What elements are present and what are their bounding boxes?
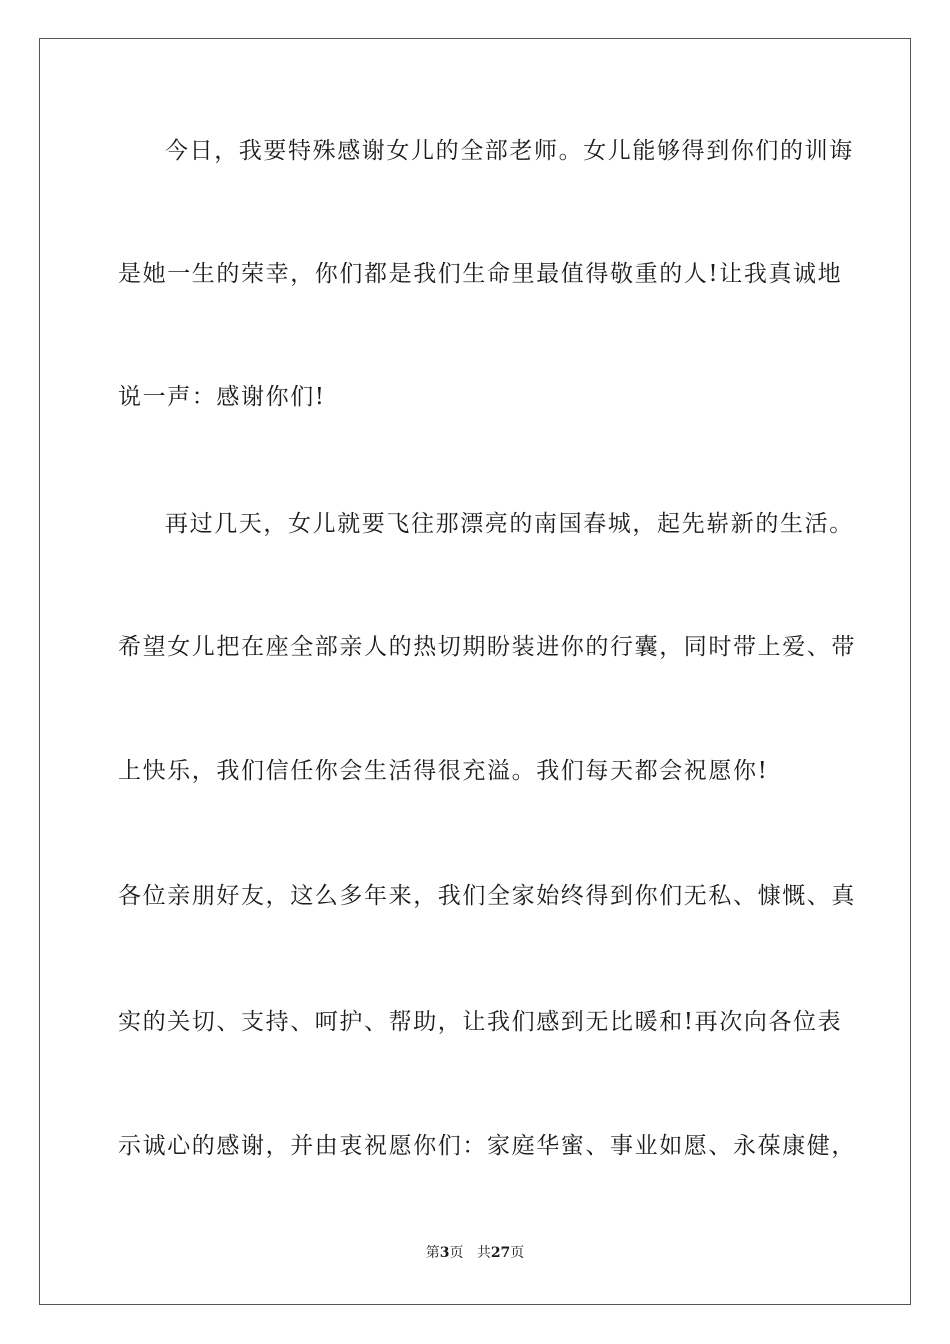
page-prefix: 第 — [425, 1245, 440, 1261]
paragraph-2-line-1: 再过几天，女儿就要飞往那漂亮的南国春城，起先崭新的生活。 — [165, 511, 854, 537]
paragraph-3-line-2: 实的关切、支持、呵护、帮助，让我们感到无比暖和!再次向各位表 — [118, 1009, 843, 1035]
paragraph-1-line-2: 是她一生的荣幸，你们都是我们生命里最值得敬重的人!让我真诚地 — [118, 261, 843, 287]
paragraph-2-line-3: 上快乐，我们信任你会生活得很充溢。我们每天都会祝愿你! — [118, 758, 769, 784]
total-prefix: 共 — [476, 1245, 491, 1261]
paragraph-1-line-3: 说一声：感谢你们! — [118, 384, 326, 410]
total-pages: 27 — [490, 1245, 511, 1261]
paragraph-3-line-1: 各位亲朋好友，这么多年来，我们全家始终得到你们无私、慷慨、真 — [118, 883, 856, 909]
page-border — [39, 38, 911, 1305]
page-suffix: 页 — [449, 1245, 464, 1261]
paragraph-3-line-3: 示诚心的感谢，并由衷祝愿你们：家庭华蜜、事业如愿、永葆康健， — [118, 1133, 856, 1159]
page-footer — [0, 1244, 950, 1262]
paragraph-1-line-1: 今日，我要特殊感谢女儿的全部老师。女儿能够得到你们的训诲 — [165, 138, 854, 164]
page-number: 3 — [439, 1245, 450, 1261]
total-suffix: 页 — [510, 1245, 525, 1261]
paragraph-2-line-2: 希望女儿把在座全部亲人的热切期盼装进你的行囊，同时带上爱、带 — [118, 634, 856, 660]
